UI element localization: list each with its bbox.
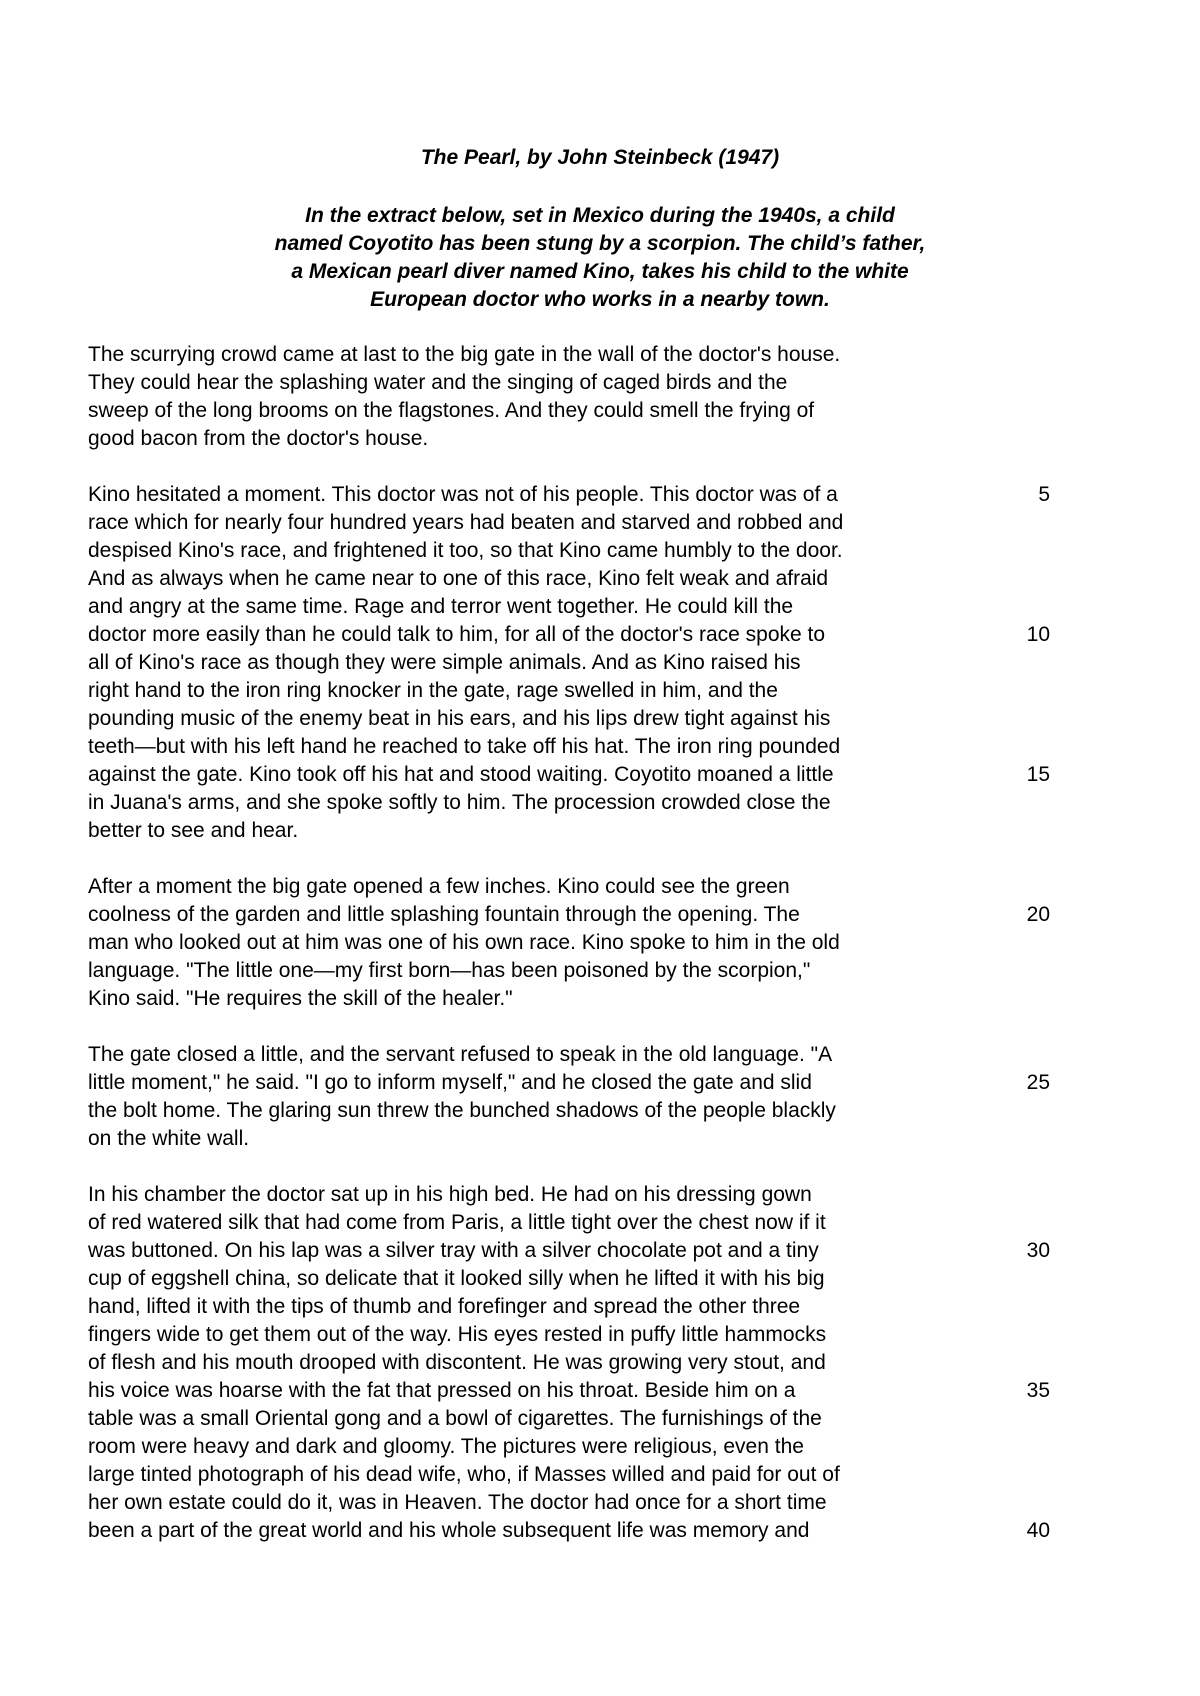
text-line: They could hear the splashing water and the singing of caged birds and the [88, 371, 788, 394]
text-line: the bolt home. The glaring sun threw the bunched shadows of the people blackly [88, 1099, 836, 1122]
text-line: The gate closed a little, and the servant refused to speak in the old language. "A [88, 1043, 833, 1066]
text-line: all of Kino's race as though they were simple animals. And as Kino raised his [88, 651, 801, 674]
text-line: language. "The little one—my first born—has been poisoned by the scorpion," [88, 959, 811, 982]
text-line: teeth—but with his left hand he reached to take off his hat. The iron ring pounded [88, 735, 841, 758]
text-line: Kino said. "He requires the skill of the healer." [88, 987, 513, 1010]
text-line: against the gate. Kino took off his hat and stood waiting. Coyotito moaned a little [88, 763, 834, 786]
text-line: sweep of the long brooms on the flagstones. And they could smell the frying of [88, 399, 815, 422]
line-number: 5 [1038, 483, 1050, 506]
text-line: hand, lifted it with the tips of thumb and forefinger and spread the other three [88, 1295, 801, 1318]
line-number: 10 [1026, 623, 1050, 646]
text-line: in Juana's arms, and she spoke softly to him. The procession crowded close the [88, 791, 831, 814]
text-line: room were heavy and dark and gloomy. The pictures were religious, even the [88, 1435, 804, 1458]
text-line: man who looked out at him was one of his own race. Kino spoke to him in the old [88, 931, 840, 954]
text-line: been a part of the great world and his whole subsequent life was memory and [88, 1519, 810, 1542]
text-line: cup of eggshell china, so delicate that it looked silly when he lifted it with his big [88, 1267, 825, 1290]
text-line: despised Kino's race, and frightened it too, so that Kino came humbly to the door. [88, 539, 843, 562]
line-number: 35 [1026, 1379, 1050, 1402]
intro-line: In the extract below, set in Mexico during the 1940s, a child [305, 204, 895, 227]
text-line: and angry at the same time. Rage and terror went together. He could kill the [88, 595, 794, 618]
intro-line: named Coyotito has been stung by a scorpion. The child’s father, [274, 232, 926, 255]
text-line: doctor more easily than he could talk to him, for all of the doctor's race spoke to [88, 623, 826, 646]
text-line: And as always when he came near to one of this race, Kino felt weak and afraid [88, 567, 829, 590]
text-line: little moment," he said. "I go to inform myself," and he closed the gate and slid [88, 1071, 812, 1094]
text-line: Kino hesitated a moment. This doctor was not of his people. This doctor was of a [88, 483, 838, 506]
text-line: In his chamber the doctor sat up in his high bed. He had on his dressing gown [88, 1183, 812, 1206]
text-line: fingers wide to get them out of the way. His eyes rested in puffy little hammocks [88, 1323, 827, 1346]
text-line: coolness of the garden and little splashing fountain through the opening. The [88, 903, 800, 926]
text-line: better to see and hear. [88, 819, 299, 842]
line-number: 25 [1026, 1071, 1050, 1094]
text-line: pounding music of the enemy beat in his ears, and his lips drew tight against his [88, 707, 831, 730]
text-line: After a moment the big gate opened a few inches. Kino could see the green [88, 875, 790, 898]
text-line: of red watered silk that had come from Paris, a little tight over the chest now if it [88, 1211, 826, 1234]
line-number: 15 [1026, 763, 1050, 786]
text-line: The scurrying crowd came at last to the big gate in the wall of the doctor's house. [88, 343, 841, 366]
line-number: 30 [1026, 1239, 1050, 1262]
document-title: The Pearl, by John Steinbeck (1947) [420, 146, 780, 169]
text-line: large tinted photograph of his dead wife, who, if Masses willed and paid for out of [88, 1463, 840, 1486]
text-line: good bacon from the doctor's house. [88, 427, 429, 450]
intro-line: European doctor who works in a nearby town. [370, 288, 830, 311]
text-line: right hand to the iron ring knocker in the gate, rage swelled in him, and the [88, 679, 778, 702]
text-line: of flesh and his mouth drooped with discontent. He was growing very stout, and [88, 1351, 826, 1374]
text-line: table was a small Oriental gong and a bowl of cigarettes. The furnishings of the [88, 1407, 822, 1430]
line-number: 40 [1026, 1519, 1050, 1542]
text-line: race which for nearly four hundred years had beaten and starved and robbed and [88, 511, 844, 534]
text-line: her own estate could do it, was in Heaven. The doctor had once for a short time [88, 1491, 827, 1514]
text-line: was buttoned. On his lap was a silver tray with a silver chocolate pot and a tiny [88, 1239, 819, 1262]
intro-line: a Mexican pearl diver named Kino, takes his child to the white [291, 260, 909, 283]
line-number: 20 [1026, 903, 1050, 926]
text-line: on the white wall. [88, 1127, 250, 1150]
text-line: his voice was hoarse with the fat that pressed on his throat. Beside him on a [88, 1379, 796, 1402]
